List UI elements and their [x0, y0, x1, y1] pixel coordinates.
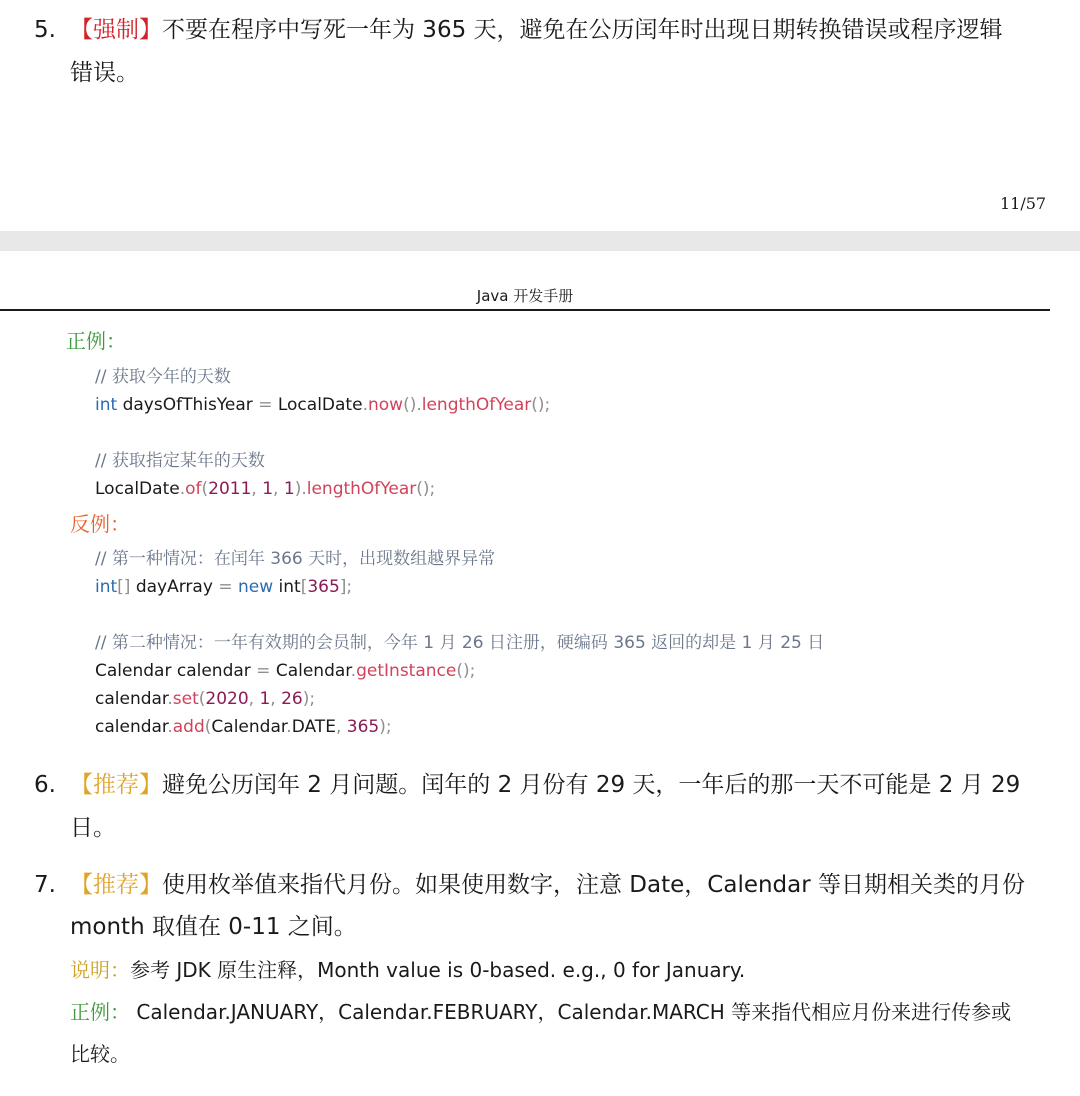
code-token: dayArray — [130, 577, 219, 597]
note-text: 参考 JDK 原生注释，Month value is 0-based. e.g., 0 for January. — [130, 958, 746, 982]
code-token: ( — [204, 717, 212, 737]
item-7-line-1 — [70, 869, 1025, 901]
item-5-text-2: 错误。 — [70, 60, 139, 86]
code-token: (); — [416, 479, 436, 499]
item-5-line-1 — [70, 14, 1003, 46]
code-comment-text: // 第一种情况：在闰年 366 天时，出现数组越界异常 — [95, 549, 496, 569]
item-7-text-1: 使用枚举值来指代月份。如果使用数字，注意 Date，Calendar 等日期相关类的月份 — [162, 872, 1026, 898]
code-token: ); — [379, 717, 392, 737]
code-token: ). — [294, 479, 307, 499]
code-token: . — [286, 717, 292, 737]
code-token: 1 — [262, 479, 274, 499]
code-token: [ — [300, 577, 308, 597]
example-text-2: 比较。 — [70, 1042, 130, 1066]
code-token: (). — [403, 395, 422, 415]
item-7-tag: 【推荐】 — [70, 872, 162, 898]
code-token: DATE — [291, 717, 336, 737]
code-token: (); — [531, 395, 551, 415]
code-token: , — [248, 689, 260, 709]
code-token: ]; — [339, 577, 353, 597]
code-token: new — [232, 577, 274, 597]
code-token: LocalDate — [95, 479, 180, 499]
item-5-number: 5. — [34, 17, 56, 43]
header-rule — [0, 309, 1050, 311]
code-token: = — [218, 577, 233, 597]
code-token: = — [258, 395, 273, 415]
page-number: 11/57 — [1000, 194, 1047, 213]
code-comment-4 — [95, 631, 824, 655]
code-comment-text: // 第二种情况：一年有效期的会员制，今年 1 月 26 日注册，硬编码 365 返回的却是 1 月 25 日 — [95, 633, 825, 653]
item-7-text-2: month 取值在 0-11 之间。 — [70, 914, 357, 940]
code-token: int — [95, 395, 118, 415]
item-7-example — [70, 998, 1011, 1026]
code-line-days-of-this-year — [95, 393, 550, 417]
code-token: , — [335, 717, 347, 737]
code-line-day-array — [95, 575, 352, 599]
code-line-calendar-instance — [95, 659, 475, 683]
item-6-tag: 【推荐】 — [70, 772, 162, 798]
example-label: 正例： — [70, 1000, 130, 1024]
code-comment-2 — [95, 449, 265, 473]
item-6-number: 6. — [34, 772, 56, 798]
code-token: ); — [302, 689, 316, 709]
code-token: . — [167, 689, 173, 709]
code-comment-1 — [95, 365, 231, 389]
code-token: (); — [456, 661, 476, 681]
example-text-1: Calendar.JANUARY，Calendar.FEBRUARY，Calendar.MARCH 等来指代相应月份来进行传参或 — [130, 1000, 1012, 1024]
code-token: = — [256, 661, 271, 681]
negative-example-label: 反例： — [70, 512, 130, 536]
code-token: lengthOfYear — [306, 479, 417, 499]
positive-example-label: 正例： — [66, 329, 126, 353]
code-token: add — [172, 717, 205, 737]
code-token: 1 — [283, 479, 295, 499]
code-token: int — [273, 577, 301, 597]
code-token: 365 — [346, 717, 380, 737]
code-token: LocalDate — [272, 395, 363, 415]
item-6-text-1: 避免公历闰年 2 月问题。闰年的 2 月份有 29 天，一年后的那一天不可能是 2 月 29 — [162, 772, 1021, 798]
code-token: Calendar — [211, 717, 287, 737]
item-7-note — [70, 956, 745, 984]
code-token: of — [185, 479, 202, 499]
code-token: ( — [198, 689, 206, 709]
code-token: , — [270, 689, 282, 709]
code-token: 2011 — [208, 479, 252, 499]
code-token: . — [350, 661, 357, 681]
page-header-title: Java 开发手册 — [476, 287, 574, 305]
item-5-text-1: 不要在程序中写死一年为 365 天，避免在公历闰年时出现日期转换错误或程序逻辑 — [162, 17, 1003, 43]
code-comment-text: // 获取指定某年的天数 — [95, 451, 265, 471]
code-token: Calendar — [270, 661, 351, 681]
code-line-calendar-set — [95, 687, 315, 711]
code-token: ( — [201, 479, 209, 499]
code-token: 26 — [281, 689, 303, 709]
code-comment-3 — [95, 547, 495, 571]
code-token: 1 — [259, 689, 271, 709]
page-separator — [0, 231, 1080, 251]
code-token: . — [179, 479, 186, 499]
code-token: , — [273, 479, 284, 499]
code-comment-text: // 获取今年的天数 — [95, 367, 231, 387]
code-token: now — [367, 395, 404, 415]
item-6-line-1 — [70, 769, 1020, 801]
code-token: int — [95, 577, 118, 597]
code-token: calendar — [95, 717, 168, 737]
note-label: 说明： — [70, 958, 130, 982]
code-line-calendar-add — [95, 715, 392, 739]
item-7-number: 7. — [34, 872, 56, 898]
code-token: Calendar calendar — [95, 661, 257, 681]
code-token: lengthOfYear — [421, 395, 532, 415]
item-6-text-2: 日。 — [70, 815, 116, 841]
code-token: set — [172, 689, 199, 709]
code-token: , — [251, 479, 263, 499]
code-token: . — [167, 717, 173, 737]
code-token: 365 — [307, 577, 340, 597]
code-token: daysOfThisYear — [117, 395, 259, 415]
code-token: calendar — [95, 689, 168, 709]
code-line-local-date-of — [95, 477, 435, 501]
item-5-tag: 【强制】 — [70, 17, 162, 43]
code-token: . — [362, 395, 368, 415]
code-token: 2020 — [205, 689, 249, 709]
code-token: [] — [117, 577, 131, 597]
code-token: getInstance — [356, 661, 457, 681]
